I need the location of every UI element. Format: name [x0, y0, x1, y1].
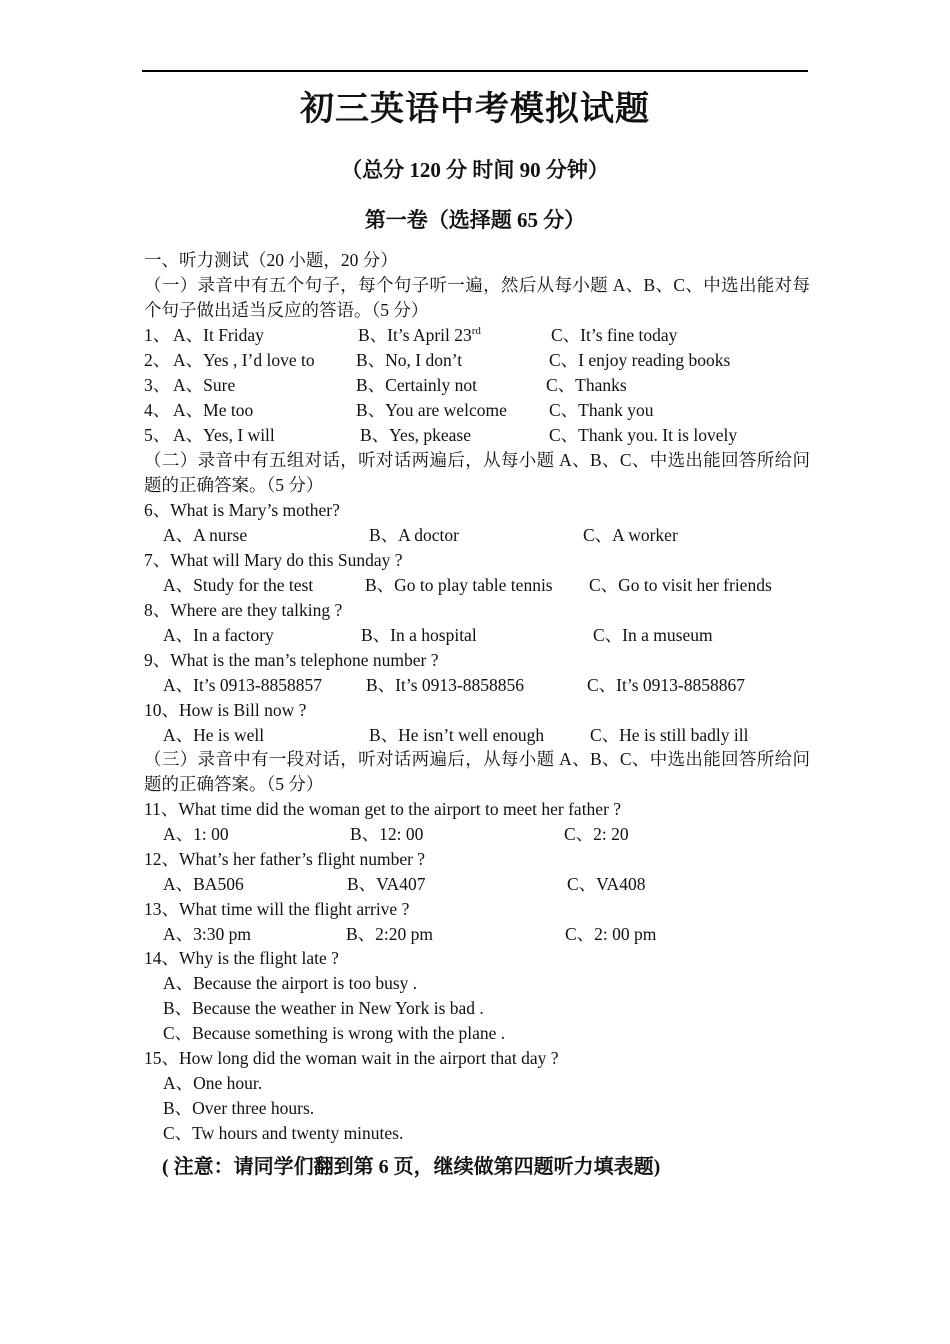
- part1-instruction: （一）录音中有五个句子，每个句子听一遍，然后从每小题 A、B、C、中选出能对每个句子做出适当反应的答语。（5 分）: [144, 275, 810, 320]
- question-9: 9、What is the man’s telephone number ?: [144, 650, 439, 670]
- q11-option-b: B、12: 00: [350, 824, 424, 844]
- q15-option-a: A、One hour.: [163, 1073, 263, 1093]
- item-number: 5、: [144, 425, 171, 445]
- question-7: 7、What will Mary do this Sunday ?: [144, 550, 403, 570]
- option-c: C、I enjoy reading books: [549, 350, 731, 370]
- q12-option-b: B、VA407: [347, 874, 426, 894]
- q13-option-a: A、3:30 pm: [163, 924, 251, 944]
- q6-option-b: B、A doctor: [369, 525, 459, 545]
- item-number: 2、: [144, 350, 171, 370]
- q9-option-a: A、It’s 0913-8858857: [163, 675, 322, 695]
- q10-option-c: C、He is still badly ill: [590, 725, 749, 745]
- question-10: 10、How is Bill now ?: [144, 700, 307, 720]
- q10-option-b: B、He isn’t well enough: [369, 725, 545, 745]
- q15-option-b: B、Over three hours.: [163, 1098, 315, 1118]
- page-turn-note: ( 注意：请同学们翻到第 6 页，继续做第四题听力填表题): [162, 1156, 661, 1178]
- q6-option-c: C、A worker: [583, 525, 678, 545]
- option-a: A、Me too: [173, 400, 254, 420]
- option-a: A、It Friday: [173, 325, 264, 345]
- option-b: B、No, I don’t: [356, 350, 463, 370]
- q11-option-a: A、1: 00: [163, 824, 229, 844]
- q7-option-c: C、Go to visit her friends: [589, 575, 772, 595]
- question-11: 11、What time did the woman get to the airport to meet her father ?: [144, 799, 622, 819]
- q12-option-a: A、BA506: [163, 874, 244, 894]
- q11-option-c: C、2: 20: [564, 824, 629, 844]
- question-12: 12、What’s her father’s flight number ?: [144, 849, 426, 869]
- q8-option-c: C、In a museum: [593, 625, 713, 645]
- option-a: A、Sure: [173, 375, 236, 395]
- item-number: 3、: [144, 375, 171, 395]
- item-number: 1、: [144, 325, 171, 345]
- question-8: 8、Where are they talking ?: [144, 600, 343, 620]
- option-c: C、Thank you. It is lovely: [549, 425, 738, 445]
- option-a: A、Yes , I’d love to: [173, 350, 315, 370]
- part3-instruction: （三）录音中有一段对话，听对话两遍后，从每小题 A、B、C、中选出能回答所给问题的正确答案。（5 分）: [144, 749, 810, 794]
- option-c: C、It’s fine today: [551, 325, 678, 345]
- q8-option-a: A、In a factory: [163, 625, 274, 645]
- q7-option-a: A、Study for the test: [163, 575, 314, 595]
- q13-option-c: C、2: 00 pm: [565, 924, 657, 944]
- option-b: B、It’s April 23rd: [358, 325, 481, 345]
- q10-option-a: A、He is well: [163, 725, 265, 745]
- page-title: 初三英语中考模拟试题: [300, 91, 650, 128]
- option-a: A、Yes, I will: [173, 425, 275, 445]
- option-b: B、Yes, pkease: [360, 425, 471, 445]
- option-c: C、Thanks: [546, 375, 627, 395]
- q7-option-b: B、Go to play table tennis: [365, 575, 553, 595]
- q14-option-a: A、Because the airport is too busy .: [163, 973, 418, 993]
- part2-instruction: （二）录音中有五组对话，听对话两遍后，从每小题 A、B、C、中选出能回答所给问题的正确答案。（5 分）: [144, 450, 810, 495]
- option-c: C、Thank you: [549, 400, 654, 420]
- q9-option-b: B、It’s 0913-8858856: [366, 675, 524, 695]
- top-rule: [142, 70, 808, 72]
- section-heading: 一、听力测试（20 小题，20 分）: [144, 250, 398, 270]
- q13-option-b: B、2:20 pm: [346, 924, 434, 944]
- ordinal-superscript: rd: [471, 325, 481, 337]
- q8-option-b: B、In a hospital: [361, 625, 477, 645]
- item-number: 4、: [144, 400, 171, 420]
- q14-option-c: C、Because something is wrong with the plane .: [163, 1023, 506, 1043]
- q9-option-c: C、It’s 0913-8858867: [587, 675, 745, 695]
- question-13: 13、What time will the flight arrive ?: [144, 899, 410, 919]
- q14-option-b: B、Because the weather in New York is bad .: [163, 998, 484, 1018]
- question-15: 15、How long did the woman wait in the airport that day ?: [144, 1048, 559, 1068]
- option-b: B、You are welcome: [356, 400, 507, 420]
- question-6: 6、What is Mary’s mother?: [144, 500, 340, 520]
- q15-option-c: C、Tw hours and twenty minutes.: [163, 1123, 404, 1143]
- q6-option-a: A、A nurse: [163, 525, 248, 545]
- q12-option-c: C、VA408: [567, 874, 646, 894]
- option-b: B、Certainly not: [356, 375, 478, 395]
- part-one-title: 第一卷（选择题 65 分）: [364, 208, 586, 232]
- question-14: 14、Why is the flight late ?: [144, 948, 339, 968]
- score-time-subtitle: （总分 120 分 时间 90 分钟）: [341, 158, 609, 182]
